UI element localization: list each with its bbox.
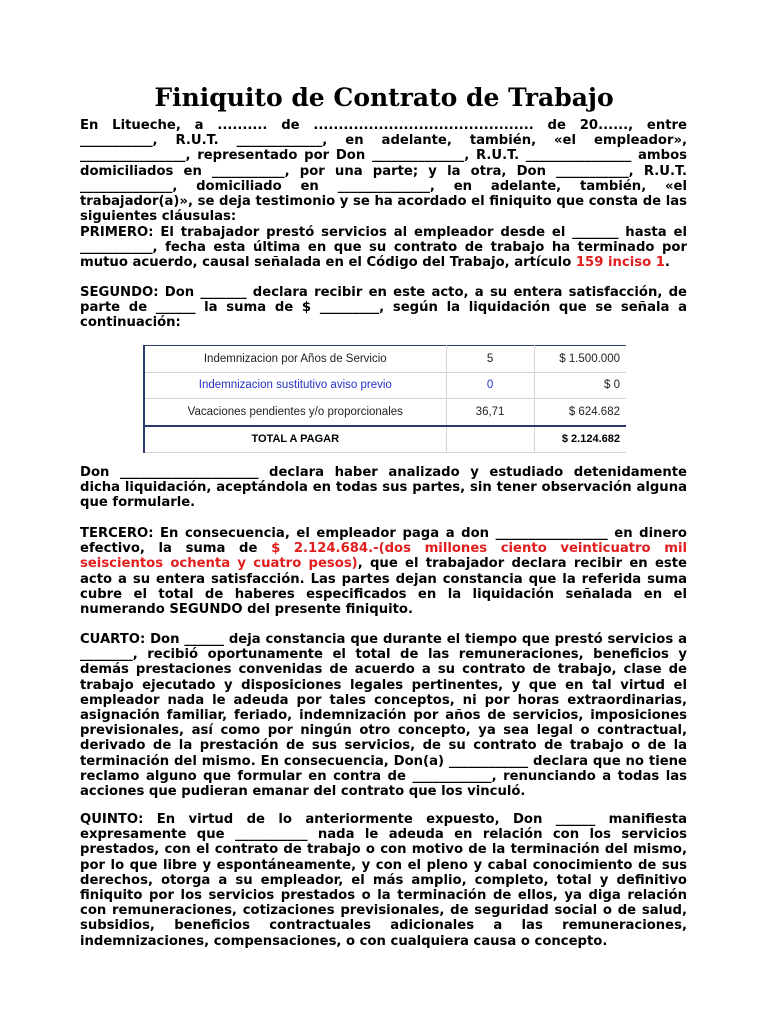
row-monto: $ 0: [534, 372, 626, 399]
row-cantidad: 0: [446, 372, 534, 399]
don-declara-paragraph: Don _____________________ declara haber analizado y estudiado detenidamente dicha liquidación, aceptándola en todas sus partes, sin tener observación alguna que formularle.: [80, 465, 687, 511]
clause-tercero-amount: $ 2.124.684.-(dos millones ciento veinticuatro mil seiscientos ochenta y cuatro pesos): [80, 541, 687, 572]
total-cantidad-empty: [446, 426, 534, 453]
document-title: Finiquito de Contrato de Trabajo: [154, 83, 614, 112]
clause-primero: [80, 225, 687, 271]
clause-tercero: [80, 526, 687, 617]
row-cantidad: 5: [446, 346, 534, 373]
total-monto: $ 2.124.682: [534, 426, 626, 453]
clause-primero-text: PRIMERO: El trabajador prestó servicios al empleador desde el _______ hasta el ___________, fecha esta última en que su contrato de trabajo ha terminado por mutuo acuerdo, causal señalada en el Código del Trabajo, artículo: [80, 225, 687, 271]
row-concepto: Indemnizacion sustitutivo aviso previo: [144, 372, 446, 399]
table-row: [144, 372, 626, 399]
row-concepto: Vacaciones pendientes y/o proporcionales: [144, 399, 446, 426]
clause-cuarto: CUARTO: Don ______ deja constancia que durante el tiempo que prestó servicios a ________, recibió oportunamente el total de las remuneraciones, beneficios y demás prestaciones convenidas de acuerdo a su contrato de trabajo, clase de trabajo ejecutado y disposiciones legales pertinentes, y que en tal virtud el empleador nada le adeuda por tales conceptos, ni por horas extraordinarias, asignación familiar, feriado, indemnización por años de servicios, imposiciones previsionales, así como por ningún otro concepto, ya sea legal o contractual, derivado de la prestación de sus servicios, de su contrato de trabajo o de la terminación del mismo. En consecuencia, Don(a) ____________ declara que no tiene reclamo alguno que formular en contra de ____________, renunciando a todas las acciones que pudieran emanar del contrato que los vinculó.: [80, 632, 687, 800]
row-monto: $ 1.500.000: [534, 346, 626, 373]
clause-quinto: QUINTO: En virtud de lo anteriormente expuesto, Don ______ manifiesta expresamente que ___________ nada le adeuda en relación con los servicios prestados, con el contrato de trabajo o con motivo de la terminación del mismo, por lo que libre y espontáneamente, y con el pleno y cabal conocimiento de sus derechos, otorga a su empleador, el más amplio, completo, total y definitivo finiquito por los servicios prestados o la terminación de ellos, ya diga relación con remuneraciones, cotizaciones previsionales, de seguridad social o de salud, subsidios, beneficios contractuales adicionales a las remuneraciones, indemnizaciones, compensaciones, o con cualquiera causa o concepto.: [80, 812, 687, 949]
table-row: [144, 346, 626, 373]
row-cantidad: 36,71: [446, 399, 534, 426]
clause-tercero-end: , que el trabajador declara recibir en este acto a su entera satisfacción. Las partes dejan constancia que la referida suma cubre el total de haberes especificados en la liquidación señalada en el numerando SEGUNDO del presente finiquito.: [80, 556, 688, 618]
clause-tercero-text: TERCERO: En consecuencia, el empleador paga a don _________________ en dinero efectivo, la suma de: [80, 526, 687, 557]
liquidacion-table: [143, 345, 626, 453]
clause-primero-end: .: [664, 255, 670, 271]
table-row: [144, 399, 626, 426]
total-row: [144, 426, 626, 453]
clause-segundo: SEGUNDO: Don _______ declara recibir en este acto, a su entera satisfacción, de parte de ______ la suma de $ _________, según la liquidación que se señala a continuación:: [80, 285, 687, 331]
row-concepto: Indemnizacion por Años de Servicio: [144, 346, 446, 373]
row-monto: $ 624.682: [534, 399, 626, 426]
intro-paragraph: En Litueche, a .......... de ............................................ de 20......, entre ___________, R.U.T. _____________, en adelante, también, «el empleador», ________________, representado por Don ______________, R.U.T. ________________ ambos domiciliados en ___________, por una parte; y la otra, Don ___________, R.U.T. ______________, domiciliado en ______________, en adelante, también, «el trabajador(a)», se deja testimonio y se ha acordado el finiquito que consta de las siguientes cláusulas:: [80, 118, 687, 225]
total-label: TOTAL A PAGAR: [144, 426, 446, 453]
clause-primero-article: 159 inciso 1: [575, 255, 665, 271]
